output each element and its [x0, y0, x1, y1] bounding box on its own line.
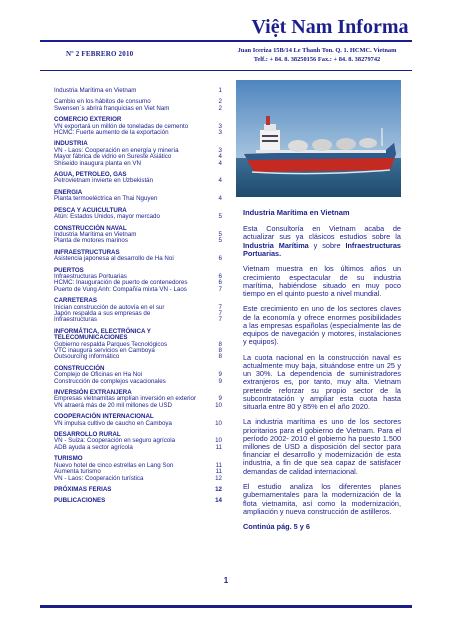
- article-paragraph: El estudio analiza los diferentes planes gubernamentales para la modernización de la flota vietnamita, así como la modernización, ampliación y nueva construcción de astilleros.: [243, 482, 401, 516]
- article-paragraph: La industria marítima es uno de los sectores prioritarios para el gobierno de Vietnam. Para el período 2002- 2010 el gobierno ha puesto 1.500 millones de USD a disposición del sector para financiar el desarrollo y modernización de esta industria, a fin de que sea capaz de satisfacer demandas de calidad internacional.: [243, 417, 401, 476]
- toc-entry[interactable]: [54, 354, 222, 360]
- toc-section-heading: DESARROLLO RURAL: [54, 431, 121, 439]
- main-article: [243, 209, 401, 531]
- toc-entry-title: VN - Suiza: Cooperación en seguro agrícola: [54, 437, 176, 445]
- toc-entry-title: Swensen´s abrirá franquicias en Viet Nam: [54, 104, 170, 112]
- toc-section: [54, 366, 222, 385]
- toc-entry-title: PRÓXIMAS FERIAS: [54, 485, 112, 493]
- toc-entry-page: 9: [218, 395, 222, 403]
- toc-entry-page: 4: [218, 195, 222, 203]
- toc-entry-page: 6: [218, 279, 222, 287]
- toc-section-heading: COMERCIO EXTERIOR: [54, 116, 122, 124]
- ship-illustration: [236, 80, 401, 197]
- toc-entry-title: Outsourcing informático: [54, 353, 120, 361]
- toc-entry[interactable]: [54, 88, 222, 94]
- toc-section-heading: INDUSTRIA: [54, 140, 88, 148]
- toc-section-heading: INFRAESTRUCTURAS: [54, 248, 120, 256]
- toc-entry-title: Mayor fábrica de vidrio en Sureste Asiático: [54, 153, 172, 161]
- table-of-contents: [54, 88, 222, 510]
- toc-entry-page: 3: [218, 122, 222, 130]
- article-emphasis: Infraestructuras Portuarias.: [243, 240, 401, 258]
- article-emphasis: Industria Marítima: [243, 240, 309, 250]
- toc-section: [54, 250, 222, 263]
- article-text: y sobre: [308, 240, 346, 250]
- toc-entry-title: Asistencia japonesa al desarrollo de Ha Noi: [54, 255, 174, 263]
- toc-section: [54, 414, 222, 427]
- toc-entry-page: 8: [218, 347, 222, 354]
- toc-entry-page: 7: [218, 303, 222, 311]
- toc-section-heading: CARRETERAS: [54, 297, 97, 305]
- toc-entry-page: 3: [218, 129, 222, 137]
- toc-entry-page: 8: [218, 340, 222, 348]
- toc-section-heading: CONSTRUCCIÓN: [54, 364, 105, 372]
- toc-entry-page: 2: [218, 104, 222, 112]
- header-rule-bottom: [40, 70, 412, 71]
- toc-section-heading: INFORMÁTICA, ELECTRÓNICA Y TELECOMUNICACIONES: [54, 327, 151, 342]
- article-text: Esta Consultoría en Vietnam acaba de actualizar sus ya clásicos estudios sobre la: [243, 224, 401, 242]
- toc-section-heading: CONSTRUCCIÓN NAVAL: [54, 224, 127, 232]
- toc-section-heading: ENERGIA: [54, 188, 83, 196]
- toc-entry-title: VN exportará un millón de toneladas de cemento: [54, 122, 189, 130]
- toc-section: [54, 456, 222, 482]
- toc-entry-title: Infraestructuras Portuarias: [54, 272, 127, 280]
- tanker-ship-photo: [236, 80, 401, 197]
- toc-entry-title: HCMC: Fuerte aumento de la exportación: [54, 129, 169, 137]
- phone-fax-line: Telf.: + 84. 8. 38250156 Fax.: + 84. 8. 38279742: [253, 56, 381, 63]
- toc-entry-title: PUBLICACIONES: [54, 497, 106, 505]
- toc-entry[interactable]: [54, 256, 222, 262]
- toc-section: [54, 226, 222, 245]
- header-rule: [40, 40, 412, 42]
- toc-section-heading: PUERTOS: [54, 266, 84, 274]
- toc-entry-page: 12: [215, 485, 222, 493]
- toc-entry[interactable]: [54, 106, 222, 112]
- page-number: 1: [223, 576, 229, 585]
- toc-entry[interactable]: [54, 214, 222, 220]
- issue-label: Nº 2 FEBRERO 2010: [66, 50, 134, 58]
- toc-entry-title: Nuevo hotel de cinco estrellas en Lang Son: [54, 461, 174, 469]
- toc-entry-page: 7: [218, 309, 222, 317]
- newsletter-title: Việt Nam Informa: [251, 16, 409, 38]
- toc-entry-page: 9: [218, 377, 222, 385]
- footer-rule: [40, 605, 412, 608]
- toc-entry-title: VTC inaugura servicios en Camboya: [54, 347, 155, 354]
- toc-entry-title: Atún: Estados Unidos, mayor mercado: [54, 213, 160, 221]
- toc-entry[interactable]: [54, 403, 222, 409]
- toc-entry-title: Complejo de Oficinas en Ha Noi: [54, 371, 143, 379]
- toc-entry[interactable]: [54, 317, 222, 323]
- toc-entry-page: 7: [218, 285, 222, 293]
- toc-entry-page: 14: [215, 497, 222, 505]
- toc-section: [54, 141, 222, 167]
- toc-section-heading: COOPERACIÓN INTERNACIONAL: [54, 413, 154, 421]
- toc-entry-page: 11: [215, 468, 222, 476]
- toc-entry[interactable]: [54, 421, 222, 427]
- toc-entry[interactable]: [54, 161, 222, 167]
- toc-entry-title: Shiseido inaugura planta en VN: [54, 159, 142, 167]
- toc-entry[interactable]: [54, 196, 222, 202]
- toc-entry-page: 3: [218, 146, 222, 154]
- toc-section: [54, 172, 222, 185]
- toc-entry-title: VN - Laos: Cooperación en energía y minería: [54, 146, 179, 154]
- toc-section: [54, 190, 222, 203]
- toc-entry-page: 4: [218, 153, 222, 161]
- toc-section: [54, 432, 222, 451]
- toc-entry[interactable]: [54, 287, 222, 293]
- toc-entry[interactable]: [54, 379, 222, 385]
- toc-entry-title: VN impulsa cultivo de caucho en Camboya: [54, 419, 172, 427]
- toc-section-heading: INVERSIÓN EXTRANJERA: [54, 389, 132, 397]
- toc-section-heading: PESCA Y ACUICULTURA: [54, 206, 127, 214]
- toc-entry-page: 10: [215, 437, 222, 445]
- address-line: Juan Iceriza 15B/14 Le Thanh Ton. Q. 1. HCMC. Vietnam: [237, 47, 397, 54]
- toc-entry[interactable]: [54, 178, 222, 184]
- toc-entry-page: 8: [218, 353, 222, 361]
- toc-entry-title: Petrovietnam invierte en Uzbekistán: [54, 177, 154, 185]
- toc-entry-title: Industria Marítima en Vietnam: [54, 230, 137, 238]
- toc-entry-title: Planta termoeléctrica en Thai Nguyen: [54, 195, 158, 203]
- toc-entry-title: Infraestructuras: [54, 316, 97, 324]
- toc-entry-title: Puerto de Vung Anh: Compañía mixta VN - Laos: [54, 285, 187, 293]
- article-paragraph: [243, 225, 401, 258]
- toc-entry[interactable]: [54, 238, 222, 244]
- toc-entry-title: Construcción de complejos vacacionales: [54, 377, 166, 385]
- toc-entry-page: 10: [215, 419, 222, 427]
- toc-entry-page: 5: [218, 230, 222, 238]
- toc-entry-page: 9: [218, 371, 222, 379]
- article-title: Industria Marítima en Vietnam: [243, 208, 350, 217]
- toc-entry-page: 5: [218, 213, 222, 221]
- toc-section: [54, 99, 222, 112]
- toc-entry-title: Cambio en los hábitos de consumo: [54, 98, 151, 106]
- toc-entry-proximas-ferias[interactable]: [54, 487, 222, 493]
- contact-address: [214, 46, 420, 64]
- toc-entry-title: Japón respalda a sus empresas de: [54, 309, 151, 317]
- toc-entry-title: Aumenta turismo: [54, 468, 101, 476]
- toc-entry-page: 6: [218, 272, 222, 280]
- toc-entry[interactable]: [54, 130, 222, 136]
- toc-entry-page: 11: [215, 461, 222, 469]
- article-paragraph: Vietnam muestra en los últimos años un crecimiento espectacular de su industria marítima, habiéndose situado en muy poco tiempo en el quinto puesto a nivel mundial.: [243, 264, 401, 298]
- toc-entry-title: ADB ayuda a sector agrícola: [54, 443, 133, 451]
- toc-entry-page: 4: [218, 159, 222, 167]
- toc-entry-title: VN atraerá más de 20 mil millones de USD: [54, 401, 172, 409]
- toc-section-heading: TURISMO: [54, 455, 83, 463]
- toc-entry-title: Empresas vietnamitas amplían inversión en exterior: [54, 395, 197, 403]
- toc-entry-title: Gobierno respalda Parques Tecnológicos: [54, 340, 168, 348]
- toc-entry-page: 7: [218, 316, 222, 324]
- toc-section: [54, 208, 222, 221]
- toc-section: [54, 117, 222, 136]
- toc-section: [54, 298, 222, 324]
- toc-entry-page: 11: [215, 443, 222, 451]
- toc-entry-page: 1: [218, 87, 222, 94]
- toc-entry-publicaciones[interactable]: [54, 498, 222, 504]
- toc-entry-page: 12: [215, 474, 222, 482]
- toc-entry-page: 5: [218, 237, 222, 245]
- toc-entry-page: 10: [215, 401, 222, 409]
- toc-entry[interactable]: [54, 476, 222, 482]
- toc-entry-page: 6: [218, 255, 222, 263]
- toc-entry-title: VN - Laos: Cooperación turística: [54, 474, 144, 482]
- toc-section: [54, 88, 222, 94]
- continue-link[interactable]: Continúa pág. 5 y 6: [243, 522, 310, 532]
- toc-section: [54, 268, 222, 294]
- article-paragraph: La cuota nacional en la construcción naval es actualmente muy baja, situándose entre un 25 y un 30%. La dependencia de suministradores extranjeros es, por tanto, muy alta. Vietnam pretende reforzar su propio sector de la subcontratación y ampliar esta cuota hasta situarla entre 80 y 85% en el año 2020.: [243, 352, 401, 411]
- toc-entry-title: Industria Marítima en Vietnam: [54, 87, 137, 94]
- toc-section: [54, 329, 222, 361]
- toc-section: [54, 390, 222, 409]
- toc-entry-page: 2: [218, 98, 222, 106]
- toc-section-heading: AGUA, PETROLEO, GAS: [54, 171, 127, 179]
- toc-entry[interactable]: [54, 445, 222, 451]
- toc-entry-title: HCMC: Inauguración de puerto de contenedores: [54, 279, 188, 287]
- toc-entry-title: Inician construcción de autovía en el sur: [54, 303, 165, 311]
- article-paragraph: Este crecimiento en uno de los sectores claves de la economía y ofrece enormes posibilidades a las empresas españolas (especialmente las de equipos de navegación y motores, instalaciones y equipos).: [243, 304, 401, 347]
- toc-entry-page: 4: [218, 177, 222, 185]
- toc-entry-title: Planta de motores marinos: [54, 237, 128, 245]
